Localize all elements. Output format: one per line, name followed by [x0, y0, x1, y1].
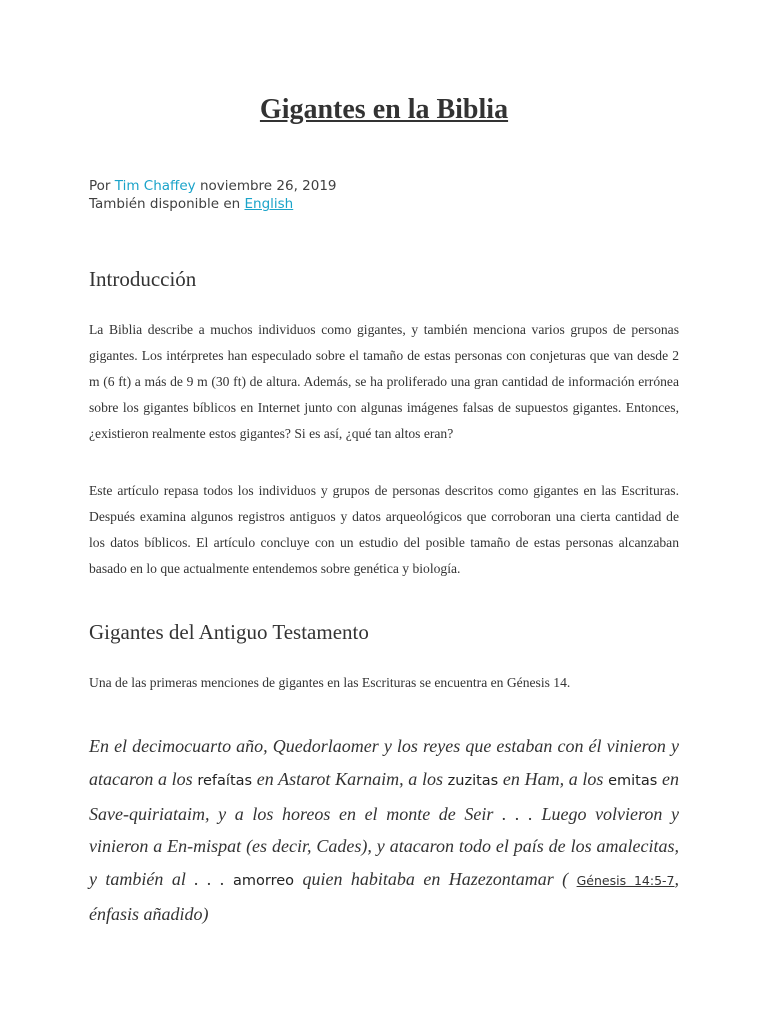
- quote-text: , énfasis añadido): [89, 869, 680, 924]
- also-available: [89, 195, 337, 213]
- quote-term-refaitas: refaítas: [197, 772, 253, 789]
- quote-text: en Ham, a los: [498, 768, 609, 789]
- also-available-prefix: También disponible en: [89, 196, 241, 212]
- quote-text: En el decimocuarto año, Quedorlaomer y los reyes que estaban con él vinieron y atacaron a los: [89, 736, 679, 789]
- scripture-reference-link[interactable]: Génesis 14:5-7: [576, 873, 675, 889]
- byline-prefix: Por: [89, 178, 111, 194]
- quote-term-amorreo: amorreo: [233, 873, 295, 890]
- intro-heading: Introducción: [89, 267, 197, 291]
- publish-date: noviembre 26, 2019: [199, 178, 337, 194]
- quote-term-emitas: emitas: [608, 772, 658, 789]
- byline: [89, 177, 337, 195]
- article-title: Gigantes en la Biblia: [259, 94, 509, 125]
- quote-text: en Astarot Karnaim, a los: [252, 768, 448, 789]
- scripture-quote: [89, 730, 679, 931]
- old-testament-heading: Gigantes del Antiguo Testamento: [89, 620, 369, 644]
- article-meta: [89, 177, 337, 213]
- intro-paragraph-1: La Biblia describe a muchos individuos como gigantes, y también menciona varios grupos de personas gigantes. Los intérpretes han especulado sobre el tamaño de estas personas con conjeturas que van desde 2 m (6 ft) a más de 9 m (30 ft) de altura. Además, se ha proliferado una gran cantidad de información errónea sobre los gigantes bíblicos en Internet junto con algunas imágenes falsas de supuestos gigantes. Entonces, ¿existieron realmente estos gigantes? Si es así, ¿qué tan altos eran?: [89, 322, 679, 441]
- intro-paragraph-2: Este artículo repasa todos los individuos y grupos de personas descritos como gigantes en las Escrituras. Después examina algunos registros antiguos y datos arqueológicos que corroboran una cierta cantidad de los datos bíblicos. El artículo concluye con un estudio del posible tamaño de estas personas alcanzaban basado en lo que actualmente entendemos sobre genética y biología.: [89, 483, 679, 576]
- author-link[interactable]: Tim Chaffey: [114, 178, 196, 194]
- quote-text: en Save-quiriataim, y a los horeos en el monte de Seir . . . Luego volvieron y vinieron a En-mispat (es decir, Cades), y atacaron todo el país de los amalecitas, y también al . . .: [89, 768, 679, 890]
- old-testament-paragraph: Una de las primeras menciones de gigantes en las Escrituras se encuentra en Génesis 14.: [89, 675, 571, 690]
- english-link[interactable]: English: [244, 196, 294, 212]
- quote-text: quien habitaba en Hazezontamar (: [294, 869, 577, 890]
- quote-term-zuzitas: zuzitas: [447, 772, 499, 789]
